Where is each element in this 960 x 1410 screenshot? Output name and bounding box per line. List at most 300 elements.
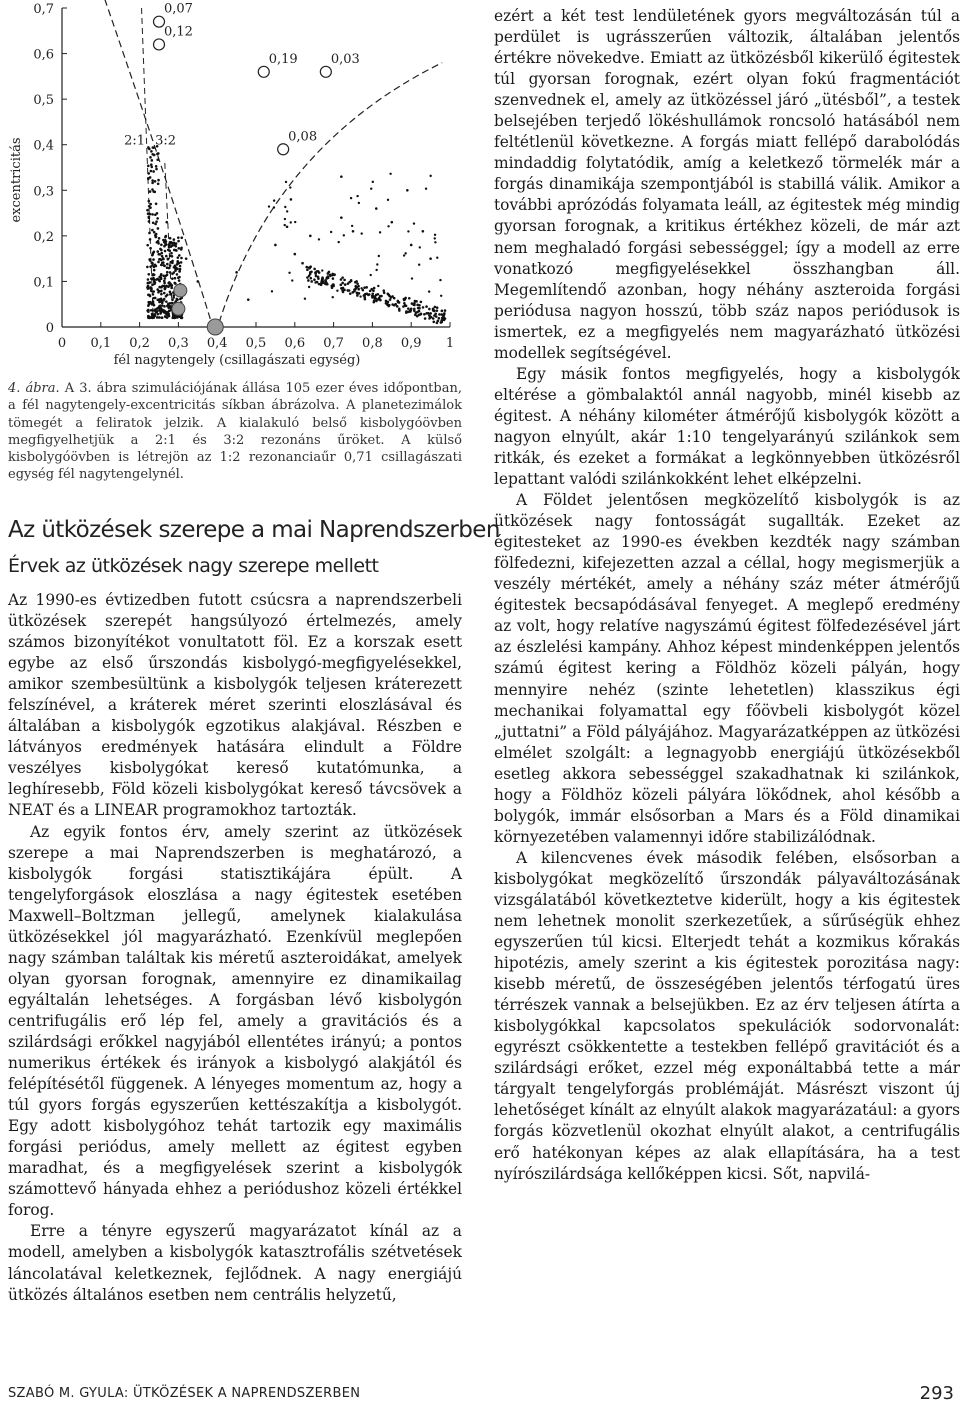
asteroid-point bbox=[424, 317, 427, 320]
asteroid-point bbox=[156, 241, 159, 244]
asteroid-point bbox=[179, 265, 182, 268]
paragraph: Egy másik fontos megfigyelés, hogy a kisbolygók eltérése a gömbalaktól annál nagyobb, minél kisebb az égitest. A néhány kilométer átmérőjű kisbolygók között a nagyon elnyúlt, akár 1:10 tengelyarányú szilánkok sem ritkák, és ezeket a formákat a legkönnyebben ütközésről lepattant valódi szilánkokként lehet elképzelni. bbox=[494, 364, 960, 489]
asteroid-point bbox=[422, 230, 425, 233]
asteroid-point bbox=[158, 298, 161, 301]
asteroid-point bbox=[156, 217, 159, 220]
asteroid-point bbox=[166, 266, 169, 269]
asteroid-point bbox=[434, 234, 436, 236]
asteroid-point bbox=[391, 221, 394, 224]
asteroid-point bbox=[166, 271, 169, 274]
asteroid-point bbox=[154, 180, 157, 183]
asteroid-point bbox=[379, 298, 382, 301]
asteroid-point bbox=[442, 313, 445, 316]
asteroid-point bbox=[301, 262, 304, 265]
planetesimal-marker bbox=[154, 16, 165, 27]
asteroid-point bbox=[444, 309, 447, 312]
y-tick-label: 0,7 bbox=[33, 2, 54, 17]
asteroid-point bbox=[387, 225, 389, 227]
asteroid-point bbox=[174, 269, 177, 272]
asteroid-point bbox=[387, 199, 389, 201]
asteroid-point bbox=[341, 282, 344, 285]
asteroid-point bbox=[166, 294, 169, 297]
planetesimal-marker bbox=[320, 66, 331, 77]
asteroid-point bbox=[185, 257, 188, 260]
asteroid-point bbox=[285, 181, 287, 183]
asteroid-point bbox=[148, 317, 151, 320]
asteroid-point bbox=[425, 305, 428, 308]
asteroid-point bbox=[284, 218, 286, 220]
asteroid-point bbox=[375, 269, 377, 271]
asteroid-point bbox=[165, 255, 168, 258]
x-tick-label: 0,2 bbox=[129, 336, 150, 351]
asteroid-point bbox=[155, 278, 158, 281]
asteroid-point bbox=[148, 232, 151, 235]
x-axis-label: fél nagytengely (csillagászati egység) bbox=[113, 353, 361, 368]
paragraph: A Földet jelentősen megközelítő kisbolygók is az ütközések nagy fontosságát sugallták. Ezeket az égitesteket az 1990-es években kezdték nagy számban fölfedezni, kifejezetten azzal a céllal, hogy megismerjük a veszély mértékét, amely a néhány száz méter átmérőjű égitestek becsapódásával fenyeget. A meglepő eredmény az volt, hogy relatíve nagyszámú égitest fölfedezésével járt az észlelési kampány. Ahhoz képest mindenképpen jelentős számú égitest kering a Földhöz közeli pályán, hogy mennyire nehéz (szinte lehetetlen) klasszikus égi mechanikai folyamattal egy főövbeli kisbolygót közel „juttatni” a Föld pályájához. Magyarázatképpen az ütközési elmélet szolgált: a legnagyobb energiájú ütközésekből esetleg akkora sebességgel szakadhatnak ki szilánkok, hogy a Földhöz közeli pályára lökődnek, ahol később a bolygók, immár elsősorban a Mars és a Föld dinamikai környezetében valamennyi időre stabilizálódnak. bbox=[494, 491, 960, 846]
asteroid-point bbox=[163, 265, 166, 268]
asteroid-point bbox=[356, 195, 358, 197]
asteroid-point bbox=[159, 312, 162, 315]
asteroid-point bbox=[152, 222, 155, 225]
asteroid-point bbox=[235, 271, 238, 274]
asteroid-point bbox=[351, 225, 353, 227]
asteroid-point bbox=[156, 250, 159, 253]
asteroid-point bbox=[408, 297, 411, 300]
x-tick-label: 0,3 bbox=[168, 336, 189, 351]
asteroid-point bbox=[157, 182, 160, 185]
y-tick-label: 0,3 bbox=[33, 184, 54, 200]
asteroid-point bbox=[148, 282, 151, 285]
planetesimal-marker bbox=[258, 66, 269, 77]
paragraph: ezért a két test lendületének gyors megváltozásán túl a perdület is ugrásszerűen változik, általában jelentős értékre növekedve. Emiatt az ütközésből kikerülő égitestek túl gyorsan forognak, ezért olyan fokú fragmentációt szenvednek el, amely az ütközéssel járó „ütésből”, a testek belsejében terjedő lökéshullámok roncsoló hatásából nem feltétlenül következne. A forgás miatt fellépő darabolódás mindaddig folytatódik, amíg a keletkező törmelék már a forgás dinamikája szempontjából is stabillá válik. Amikor a további aprózódás folyamata leáll, az égitestek még mindig gyorsan forognak, a kritikus értékhez közeli, de már azt nem meghaladó forgási sebességgel; így a modell az erre vonatkozó megfigyelésekkel összhangban áll. Megemlítendő azonban, hogy néhány aszteroida forgási periódusa nagyon hosszú, több száz napos periódusok is ismertek, ez a megfigyelés nem magyarázható ütközési modellek segítségével. bbox=[494, 7, 960, 362]
asteroid-point bbox=[422, 306, 425, 309]
asteroid-point bbox=[325, 280, 328, 283]
asteroid-point bbox=[361, 232, 363, 234]
asteroid-point bbox=[438, 317, 441, 320]
asteroid-point bbox=[420, 301, 423, 304]
asteroid-point bbox=[152, 170, 155, 173]
asteroid-point bbox=[413, 309, 416, 312]
asteroid-point bbox=[377, 293, 380, 296]
asteroid-point bbox=[179, 268, 182, 271]
asteroid-point bbox=[343, 279, 346, 282]
asteroid-point bbox=[176, 316, 179, 319]
asteroid-point bbox=[434, 237, 436, 239]
asteroid-point bbox=[370, 188, 372, 190]
asteroid-point bbox=[158, 237, 161, 240]
asteroid-point bbox=[394, 303, 397, 306]
asteroid-point bbox=[174, 316, 177, 319]
y-tick-label: 0,5 bbox=[33, 93, 54, 109]
asteroid-point bbox=[149, 259, 152, 262]
asteroid-point bbox=[390, 296, 393, 299]
asteroid-point bbox=[167, 285, 170, 288]
asteroid-point bbox=[314, 281, 317, 284]
asteroid-point bbox=[158, 279, 161, 282]
asteroid-point bbox=[308, 267, 311, 270]
asteroid-point bbox=[439, 279, 441, 281]
asteroid-point bbox=[164, 242, 167, 245]
asteroid-point bbox=[147, 294, 150, 297]
asteroid-point bbox=[154, 223, 157, 226]
asteroid-point bbox=[155, 265, 158, 268]
asteroid-point bbox=[416, 304, 419, 307]
asteroid-point bbox=[411, 277, 413, 279]
asteroid-point bbox=[305, 266, 308, 269]
asteroid-point bbox=[149, 206, 152, 209]
asteroid-point bbox=[377, 285, 379, 287]
asteroid-point bbox=[313, 278, 316, 281]
asteroid-point bbox=[153, 313, 156, 316]
asteroid-point bbox=[150, 277, 153, 280]
asteroid-point bbox=[310, 280, 313, 283]
asteroid-point bbox=[147, 177, 150, 180]
asteroid-point bbox=[375, 300, 378, 303]
asteroid-point bbox=[164, 277, 167, 280]
asteroid-point bbox=[167, 258, 170, 261]
asteroid-point bbox=[396, 305, 399, 308]
asteroid-point bbox=[150, 166, 153, 169]
asteroid-point bbox=[146, 244, 149, 247]
asteroid-point bbox=[425, 312, 428, 315]
planetesimal-label: 0,03 bbox=[330, 51, 360, 67]
asteroid-point bbox=[166, 316, 169, 319]
asteroid-point bbox=[169, 264, 172, 267]
asteroid-point bbox=[147, 287, 150, 290]
asteroid-point bbox=[336, 290, 338, 292]
asteroid-point bbox=[436, 322, 439, 325]
asteroid-point bbox=[150, 290, 153, 293]
asteroid-point bbox=[152, 300, 155, 303]
asteroid-point bbox=[404, 252, 406, 254]
asteroid-point bbox=[169, 254, 172, 257]
running-title: SZABÓ M. GYULA: ÜTKÖZÉSEK A NAPRENDSZERBEN bbox=[8, 1386, 361, 1401]
asteroid-point bbox=[310, 277, 313, 280]
asteroid-point bbox=[343, 234, 345, 236]
asteroid-point bbox=[150, 163, 153, 166]
asteroid-point bbox=[151, 159, 154, 162]
asteroid-point bbox=[398, 301, 401, 304]
asteroid-point bbox=[153, 283, 156, 286]
asteroid-point bbox=[402, 305, 405, 308]
asteroid-point bbox=[307, 279, 310, 282]
left-body-text bbox=[8, 590, 462, 1306]
asteroid-point bbox=[147, 278, 150, 281]
asteroid-point bbox=[247, 298, 250, 301]
asteroid-point bbox=[382, 289, 385, 292]
asteroid-point bbox=[407, 230, 409, 232]
y-tick-label: 0,6 bbox=[33, 47, 54, 63]
asteroid-point bbox=[363, 286, 366, 289]
asteroid-point bbox=[373, 287, 376, 290]
asteroid-point bbox=[389, 298, 392, 301]
scatter-chart bbox=[0, 0, 462, 380]
y-tick-label: 0,2 bbox=[33, 229, 54, 245]
asteroid-point bbox=[154, 236, 157, 239]
paragraph: A kilencvenes évek második felében, elsősorban a kisbolygókat megközelítő űrszondák pályaváltozásának vizsgálatából következtetve kiderült, hogy a kis égitestek nem lehetnek monolit szerkezetűek, a sűrűségük ehhez egyszerűen túl kicsi. Elterjedt tehát a kozmikus kőrakás hipotézis, amely szerint a kis égitestek porozitása nagy: kisebb méretű, de összeségében jelentős térfogatú üres térrészek vannak a belsejükben. Ez az érv teljesen átírta a kisbolygókkal kapcsolatos spekulációk sodorvonalát: egyrészt csökkentette a testekben fellépő gravitációt és a szilárdsági erőket, ezzel még exponáltabbá tette a már tárgyalt tengelyforgás problémáját. Másrészt viszont új lehetőséget kínált az elnyúlt alakok magyarázatául: a gyors forgás közvetlenül okozhat elnyúlt alakot, a centrifugális erő hatékonyan képes az alak ellapítására, ha a test nyírószilárdsága kellőképpen kicsi. Sőt, napvilá- bbox=[494, 848, 960, 1183]
x-tick-label: 0,8 bbox=[362, 336, 383, 351]
asteroid-point bbox=[317, 276, 320, 279]
asteroid-point bbox=[409, 310, 412, 313]
asteroid-point bbox=[156, 153, 159, 156]
asteroid-point bbox=[167, 249, 170, 252]
asteroid-point bbox=[152, 290, 155, 293]
asteroid-point bbox=[177, 240, 180, 243]
asteroid-point bbox=[180, 236, 183, 239]
asteroid-point bbox=[157, 179, 160, 182]
asteroid-point bbox=[177, 236, 180, 239]
asteroid-point bbox=[168, 243, 171, 246]
asteroid-point bbox=[149, 301, 152, 304]
asteroid-point bbox=[370, 274, 372, 276]
y-tick-label: 0,4 bbox=[33, 138, 54, 154]
asteroid-point bbox=[170, 245, 173, 248]
asteroid-point bbox=[288, 272, 290, 274]
asteroid-point bbox=[178, 276, 181, 279]
x-tick-label: 0,7 bbox=[323, 336, 344, 351]
asteroid-point bbox=[405, 310, 408, 313]
asteroid-point bbox=[146, 209, 149, 212]
asteroid-point bbox=[178, 254, 181, 257]
asteroid-point bbox=[360, 287, 362, 289]
asteroid-point bbox=[174, 245, 177, 248]
asteroid-point bbox=[432, 309, 435, 312]
large-body-marker bbox=[172, 302, 185, 315]
asteroid-point bbox=[152, 258, 155, 261]
asteroid-point bbox=[149, 203, 152, 206]
asteroid-point bbox=[350, 197, 352, 199]
asteroid-point bbox=[176, 268, 179, 271]
planetesimal-label: 0,08 bbox=[288, 129, 318, 145]
asteroid-point bbox=[440, 321, 443, 324]
asteroid-point bbox=[150, 150, 153, 153]
asteroid-point bbox=[175, 298, 178, 301]
asteroid-point bbox=[429, 257, 432, 260]
asteroid-point bbox=[165, 221, 168, 224]
asteroid-point bbox=[147, 273, 150, 276]
asteroid-point bbox=[443, 319, 446, 322]
asteroid-point bbox=[387, 301, 390, 304]
asteroid-point bbox=[177, 256, 180, 259]
asteroid-point bbox=[367, 294, 369, 296]
asteroid-point bbox=[391, 303, 394, 306]
asteroid-point bbox=[151, 261, 154, 264]
asteroid-point bbox=[160, 249, 163, 252]
asteroid-point bbox=[156, 212, 159, 215]
asteroid-point bbox=[155, 220, 158, 223]
planetesimal-marker bbox=[154, 39, 165, 50]
asteroid-point bbox=[147, 172, 150, 175]
asteroid-point bbox=[379, 231, 381, 233]
asteroid-point bbox=[341, 276, 344, 279]
asteroid-point bbox=[306, 276, 309, 279]
asteroid-point bbox=[428, 308, 431, 311]
asteroid-point bbox=[423, 313, 426, 316]
large-body-marker bbox=[174, 284, 187, 297]
asteroid-point bbox=[358, 202, 360, 204]
asteroid-point bbox=[147, 304, 150, 307]
asteroid-point bbox=[169, 237, 172, 240]
asteroid-point bbox=[174, 277, 177, 280]
asteroid-point bbox=[164, 311, 167, 314]
x-tick-label: 0,4 bbox=[206, 336, 228, 351]
resonance-line-2to1 bbox=[142, 8, 154, 318]
asteroid-point bbox=[168, 306, 171, 309]
asteroid-point bbox=[359, 295, 361, 297]
asteroid-point bbox=[161, 262, 164, 265]
section-title: Az ütközések szerepe a mai Naprendszerben bbox=[8, 517, 500, 543]
asteroid-point bbox=[152, 297, 155, 300]
asteroid-point bbox=[418, 310, 421, 313]
asteroid-point bbox=[149, 156, 152, 159]
asteroid-point bbox=[309, 271, 312, 274]
asteroid-point bbox=[329, 273, 332, 276]
asteroid-point bbox=[284, 206, 286, 208]
asteroid-point bbox=[289, 186, 291, 188]
asteroid-point bbox=[155, 165, 158, 168]
asteroid-point bbox=[171, 317, 174, 320]
asteroid-point bbox=[147, 146, 150, 149]
paragraph: Erre a tényre egyszerű magyarázatot kínál az a modell, amelyben a kisbolygók katasztrofális szétvetések láncolatával keletkeznek, fejlődnek. A nagy energiájú ütközés általános esetben nem centrális helyzetű, bbox=[8, 1222, 462, 1304]
asteroid-point bbox=[162, 309, 165, 312]
asteroid-point bbox=[148, 220, 151, 223]
asteroid-point bbox=[171, 298, 174, 301]
asteroid-point bbox=[151, 182, 154, 185]
asteroid-point bbox=[340, 216, 343, 219]
asteroid-point bbox=[419, 246, 421, 248]
asteroid-point bbox=[290, 198, 293, 201]
x-tick-label: 0,1 bbox=[90, 336, 112, 351]
asteroid-point bbox=[146, 266, 149, 269]
planetesimal-marker bbox=[278, 144, 289, 155]
asteroid-point bbox=[407, 307, 410, 310]
asteroid-point bbox=[151, 179, 154, 182]
asteroid-point bbox=[410, 307, 413, 310]
asteroid-point bbox=[337, 241, 339, 243]
asteroid-point bbox=[171, 272, 174, 275]
y-tick-label: 0,1 bbox=[33, 275, 54, 291]
asteroid-point bbox=[153, 154, 156, 157]
asteroid-point bbox=[149, 238, 152, 241]
asteroid-point bbox=[410, 244, 413, 247]
asteroid-point bbox=[353, 288, 356, 291]
asteroid-point bbox=[344, 283, 347, 286]
asteroid-point bbox=[290, 221, 292, 223]
asteroid-point bbox=[398, 308, 401, 311]
asteroid-point bbox=[162, 258, 165, 261]
asteroid-point bbox=[171, 277, 174, 280]
asteroid-point bbox=[403, 254, 405, 256]
asteroid-point bbox=[436, 309, 439, 312]
asteroid-point bbox=[434, 241, 436, 243]
asteroid-point bbox=[149, 287, 152, 290]
asteroid-point bbox=[163, 305, 166, 308]
asteroid-point bbox=[363, 294, 366, 297]
large-body-marker bbox=[207, 319, 223, 335]
asteroid-point bbox=[157, 261, 160, 264]
asteroid-point bbox=[418, 263, 420, 265]
asteroid-point bbox=[165, 300, 168, 303]
asteroid-point bbox=[169, 271, 172, 274]
asteroid-point bbox=[403, 298, 406, 301]
asteroid-point bbox=[325, 283, 328, 286]
asteroid-point bbox=[406, 189, 409, 192]
y-axis-label: excentricitás bbox=[9, 137, 24, 223]
asteroid-point bbox=[327, 275, 330, 278]
asteroid-point bbox=[148, 200, 151, 203]
asteroid-point bbox=[318, 283, 321, 286]
asteroid-point bbox=[387, 294, 390, 297]
asteroid-point bbox=[332, 296, 334, 298]
asteroid-point bbox=[170, 287, 173, 290]
asteroid-point bbox=[166, 263, 169, 266]
figure-caption bbox=[8, 380, 462, 484]
asteroid-point bbox=[163, 245, 166, 248]
asteroid-point bbox=[375, 207, 378, 210]
asteroid-point bbox=[428, 314, 431, 317]
asteroid-point bbox=[149, 247, 152, 250]
asteroid-point bbox=[153, 304, 156, 307]
paragraph: Az 1990-es évtizedben futott csúcsra a naprendszerbeli ütközések szerepét hangsúlyozó értelmezés, amely számos bizonyítékot vonultatott föl. Ez a korszak esett egybe az első űrszondás kisbolygó-megfigyelésekkel, amikor szembesültünk a kisbolygók teljesen kráterezett felszínével, a kráterek méret szerinti eloszlásával és általában a kisbolygók egzotikus alakjával. Részben e látványos eredmények hatására elindult a Földre veszélyes kisbolygókat kereső kutatómunka, a leghíresebb, Föld közeli kisbolygókat kereső távcsövek a NEAT és a LINEAR programokhoz tartozták. bbox=[8, 591, 462, 820]
asteroid-point bbox=[412, 303, 415, 306]
planetesimal-label: 0,12 bbox=[164, 24, 193, 40]
asteroid-point bbox=[153, 251, 156, 254]
asteroid-point bbox=[180, 261, 183, 264]
asteroid-point bbox=[169, 291, 172, 294]
asteroid-point bbox=[333, 274, 335, 276]
asteroid-point bbox=[160, 259, 163, 262]
asteroid-point bbox=[157, 227, 160, 230]
paragraph: Az egyik fontos érv, amely szerint az ütközések szerepe a mai Naprendszerben is meghatározó, a kisbolygók forgási statisztikájára épült. A tengelyforgások eloszlása a nagy égitestek esetében Maxwell–Boltzman jellegű, amelynek kialakulása ütközésekkel jól magyarázható. Ezenkívül meglepően nagy számban találtak kis méretű aszteroidákat, amelyek olyan gyorsan forognak, amennyire ez dinamikailag egyáltalán lehetséges. A forgásban lévő kisbolygón centrifugális erő lép fel, amely a gravitációs és a szilárdsági erőkkel nagyjából ellentétes irányú; a pontos numerikus értékek és irányok a kisbolygó alakjától és felépítésétől függenek. A lényeges momentum az, hogy a túl gyors forgás egyszerűen kettészakítja a kisbolygót. Egy adott kisbolygóhoz tehát tartozik egy maximális forgási periódus, amely mellett az égitest egyben maradhat, és a megfigyelések szerint a kisbolygók számottevő hányada ehhez a periódushoz közeli értékkel forog. bbox=[8, 822, 462, 1220]
asteroid-point bbox=[268, 205, 270, 207]
asteroid-point bbox=[180, 248, 183, 251]
asteroid-point bbox=[413, 222, 415, 224]
asteroid-point bbox=[180, 257, 183, 260]
asteroid-point bbox=[163, 287, 166, 290]
asteroid-point bbox=[441, 317, 444, 320]
asteroid-point bbox=[405, 305, 408, 308]
asteroid-point bbox=[340, 284, 343, 287]
asteroid-point bbox=[414, 300, 417, 303]
asteroid-point bbox=[393, 297, 396, 300]
asteroid-point bbox=[151, 229, 154, 232]
asteroid-point bbox=[291, 279, 293, 281]
asteroid-point bbox=[433, 314, 436, 317]
asteroid-point bbox=[347, 282, 350, 285]
asteroid-point bbox=[169, 293, 172, 296]
planetesimal-label: 0,19 bbox=[268, 51, 298, 67]
caption-text: A 3. ábra szimulációjának állása 105 ezer éves időpontban, a fél nagytengely-excentricitás síkban ábrázolva. A planetezimálok tömegét a feliratok jelzik. A kialakuló belső kisbolygóövben megfigyelhetjük a 2:1 és 3:2 rezonáns űröket. A külső kisbolygóövben is létrejön az 1:2 rezonanciaűr 0,71 csillagászati egység fél nagytengelynél. bbox=[8, 381, 462, 483]
asteroid-point bbox=[153, 191, 156, 194]
asteroid-point bbox=[418, 314, 421, 317]
x-tick-label: 0,6 bbox=[284, 336, 306, 351]
asteroid-point bbox=[153, 269, 156, 272]
asteroid-point bbox=[321, 269, 323, 271]
asteroid-point bbox=[356, 282, 359, 285]
asteroid-point bbox=[171, 262, 174, 265]
asteroid-point bbox=[164, 236, 167, 239]
asteroid-point bbox=[167, 282, 170, 285]
asteroid-point bbox=[152, 273, 155, 276]
asteroid-point bbox=[340, 287, 343, 290]
asteroid-point bbox=[176, 273, 179, 276]
asteroid-point bbox=[178, 270, 181, 273]
asteroid-point bbox=[318, 238, 320, 240]
asteroid-point bbox=[174, 265, 177, 268]
planetesimal-label: 0,07 bbox=[164, 1, 193, 17]
asteroid-point bbox=[429, 175, 431, 177]
figure bbox=[0, 0, 462, 380]
